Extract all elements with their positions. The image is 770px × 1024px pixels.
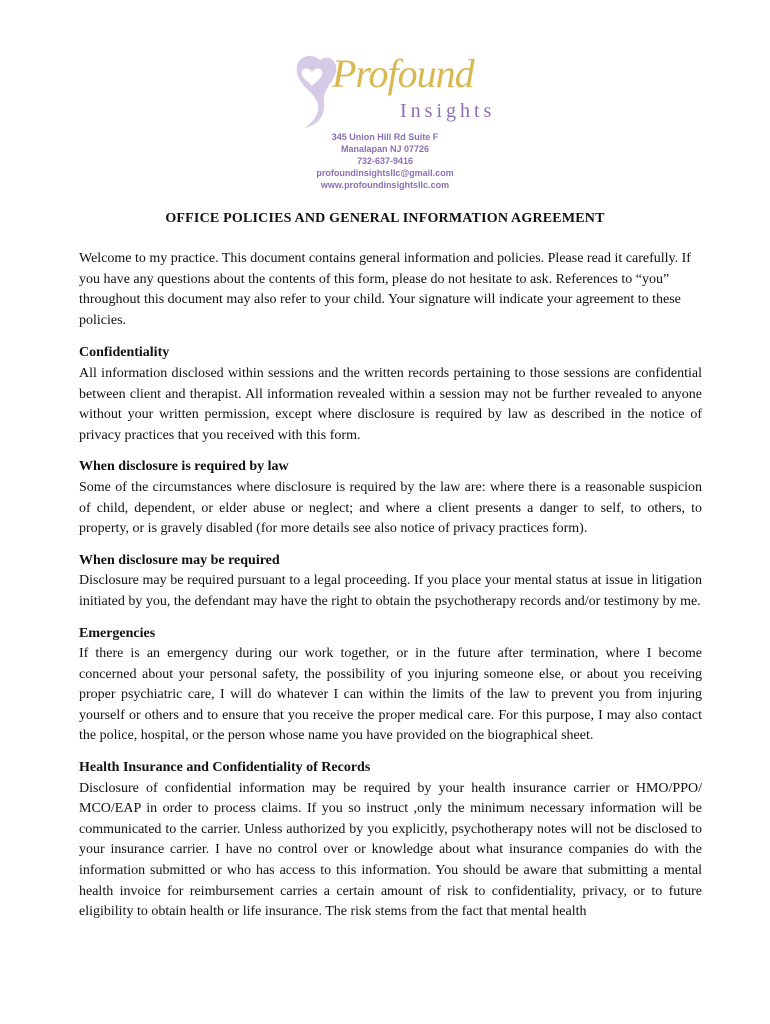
section-heading: Confidentiality — [79, 345, 170, 361]
section-body: Disclosure may be required pursuant to a legal proceeding. If you place your mental status at issue in litigation initiated by you, the defendant may have the right to obtain the psychotherapy records and/or testimony by me. — [79, 573, 702, 609]
section-health-insurance — [79, 758, 702, 923]
section-heading: When disclosure may be required — [79, 552, 280, 568]
section-disclosure-required — [79, 457, 702, 539]
section-emergencies — [79, 624, 702, 748]
section-body: If there is an emergency during our work together, or in the future after termination, where I become concerned about your personal safety, the possibility of you injuring someone else, or about you receiving proper psychiatric care, I will do whatever I can within the limits of the law to prevent you from injuring yourself or others and to ensure that you receive the proper medical care. For this purpose, I may also contact the police, hospital, or the person whose name you have provided on the biographical sheet. — [79, 646, 702, 744]
section-heading: When disclosure is required by law — [79, 459, 289, 475]
section-body: All information disclosed within sessions and the written records pertaining to those sessions are confidential between client and therapist. All information revealed within a session may not be further revealed to anyone without your written permission, except where disclosure is required by law as described in the notice of privacy practices that you received with this form. — [79, 365, 702, 443]
logo-subtitle: Insights — [400, 100, 496, 122]
website-url: www.profoundinsightsllc.com — [320, 180, 450, 190]
phone-number: 732-637-9416 — [356, 156, 414, 166]
section-body: Disclosure of confidential information may be required by your health insurance carrier or HMO/PPO/ MCO/EAP in order to process claims. If you so instruct ,only the minimum necessary information will be communicated to the carrier. Unless authorized by you explicitly, psychotherapy notes will not be disclosed to your insurance carrier. I have no control over or knowledge about what insurance companies do with the information submitted or who has access to this information. You should be aware that submitting a mental health invoice for reimbursement carries a certain amount of risk to confidentiality, privacy, or to future eligibility to obtain health or life insurance. The risk stems from the fact that mental health — [79, 780, 702, 920]
document-body — [79, 249, 702, 934]
logo — [290, 42, 496, 132]
intro-paragraph: Welcome to my practice. This document contains general information and policies. Please read it carefully. If you have any questions about the contents of this form, please do not hesitate to ask. References to “you” throughout this document may also refer to your child. Your signature will indicate your agreement to these policies. — [79, 251, 691, 328]
email-address: profoundinsightsllc@gmail.com — [316, 168, 454, 178]
address-line-2: Manalapan NJ 07726 — [340, 144, 430, 154]
contact-block — [0, 131, 770, 191]
section-disclosure-may-be-required — [79, 551, 702, 613]
section-heading: Health Insurance and Confidentiality of Records — [79, 760, 371, 776]
section-confidentiality — [79, 343, 702, 446]
section-body: Some of the circumstances where disclosure is required by the law are: where there is a reasonable suspicion of child, dependent, or elder abuse or neglect; and where a client presents a danger to self, to others, to property, or is gravely disabled (for more details see also notice of privacy practices form). — [79, 479, 702, 537]
section-heading: Emergencies — [79, 625, 156, 641]
address-line-1: 345 Union Hill Rd Suite F — [331, 132, 439, 142]
logo-wordmark: Profound — [332, 51, 474, 96]
document-title: OFFICE POLICIES AND GENERAL INFORMATION AGREEMENT — [165, 211, 605, 226]
